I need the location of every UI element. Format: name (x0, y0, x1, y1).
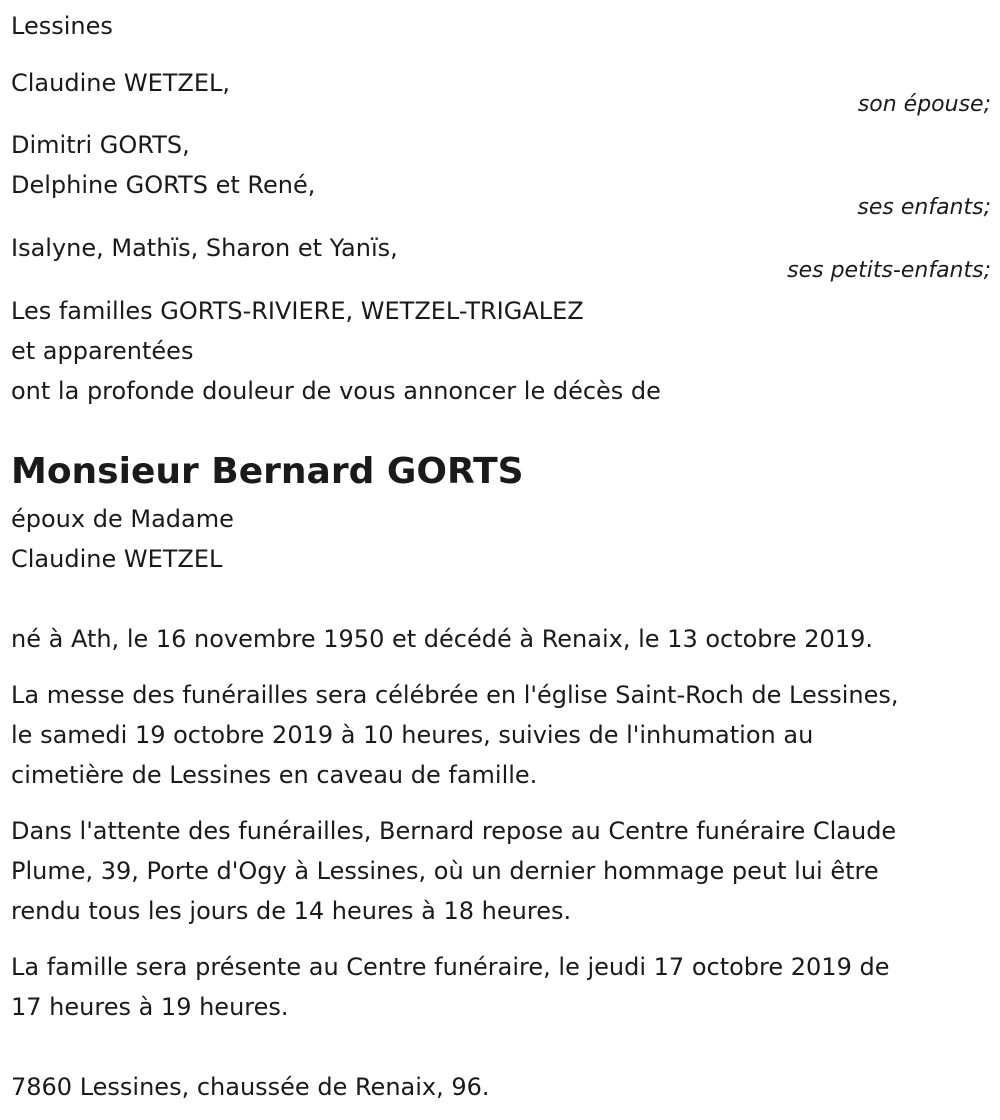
funeral-paragraph-line: La messe des funérailles sera célébrée en l'église Saint-Roch de Lessines, (11, 681, 899, 709)
deceased-name: Monsieur Bernard GORTS (11, 451, 524, 492)
family-presence-line: La famille sera présente au Centre funéraire, le jeudi 17 octobre 2019 de (11, 953, 890, 981)
funeral-paragraph-line: le samedi 19 octobre 2019 à 10 heures, suivies de l'inhumation au (11, 721, 814, 749)
header-city: Lessines (11, 12, 113, 40)
footer-address: 7860 Lessines, chaussée de Renaix, 96. (11, 1073, 490, 1101)
birth-death-line: né à Ath, le 16 novembre 1950 et décédé à Renaix, le 13 octobre 2019. (11, 625, 873, 653)
family-presence-line: 17 heures à 19 heures. (11, 993, 289, 1021)
deceased-spouse-line: Claudine WETZEL (11, 545, 223, 573)
families-line: et apparentées (11, 337, 194, 365)
repose-paragraph-line: rendu tous les jours de 14 heures à 18 heures. (11, 897, 572, 925)
spouse-name: Claudine WETZEL, (11, 69, 231, 97)
repose-paragraph-line: Plume, 39, Porte d'Ogy à Lessines, où un dernier hommage peut lui être (11, 857, 879, 885)
grandchildren-names: Isalyne, Mathïs, Sharon et Yanïs, (11, 234, 398, 262)
child-name: Delphine GORTS et René, (11, 171, 316, 199)
families-line: Les familles GORTS-RIVIERE, WETZEL-TRIGALEZ (11, 297, 584, 325)
children-role: ses enfants; (857, 195, 991, 220)
obituary-document (11, 0, 991, 1120)
child-name: Dimitri GORTS, (11, 131, 190, 159)
grandchildren-role: ses petits-enfants; (787, 258, 991, 283)
repose-paragraph-line: Dans l'attente des funérailles, Bernard repose au Centre funéraire Claude (11, 817, 897, 845)
announcement-line: ont la profonde douleur de vous annoncer le décès de (11, 377, 661, 405)
deceased-spouse-line: époux de Madame (11, 505, 234, 533)
funeral-paragraph-line: cimetière de Lessines en caveau de famille. (11, 761, 538, 789)
spouse-role: son épouse; (857, 92, 991, 117)
